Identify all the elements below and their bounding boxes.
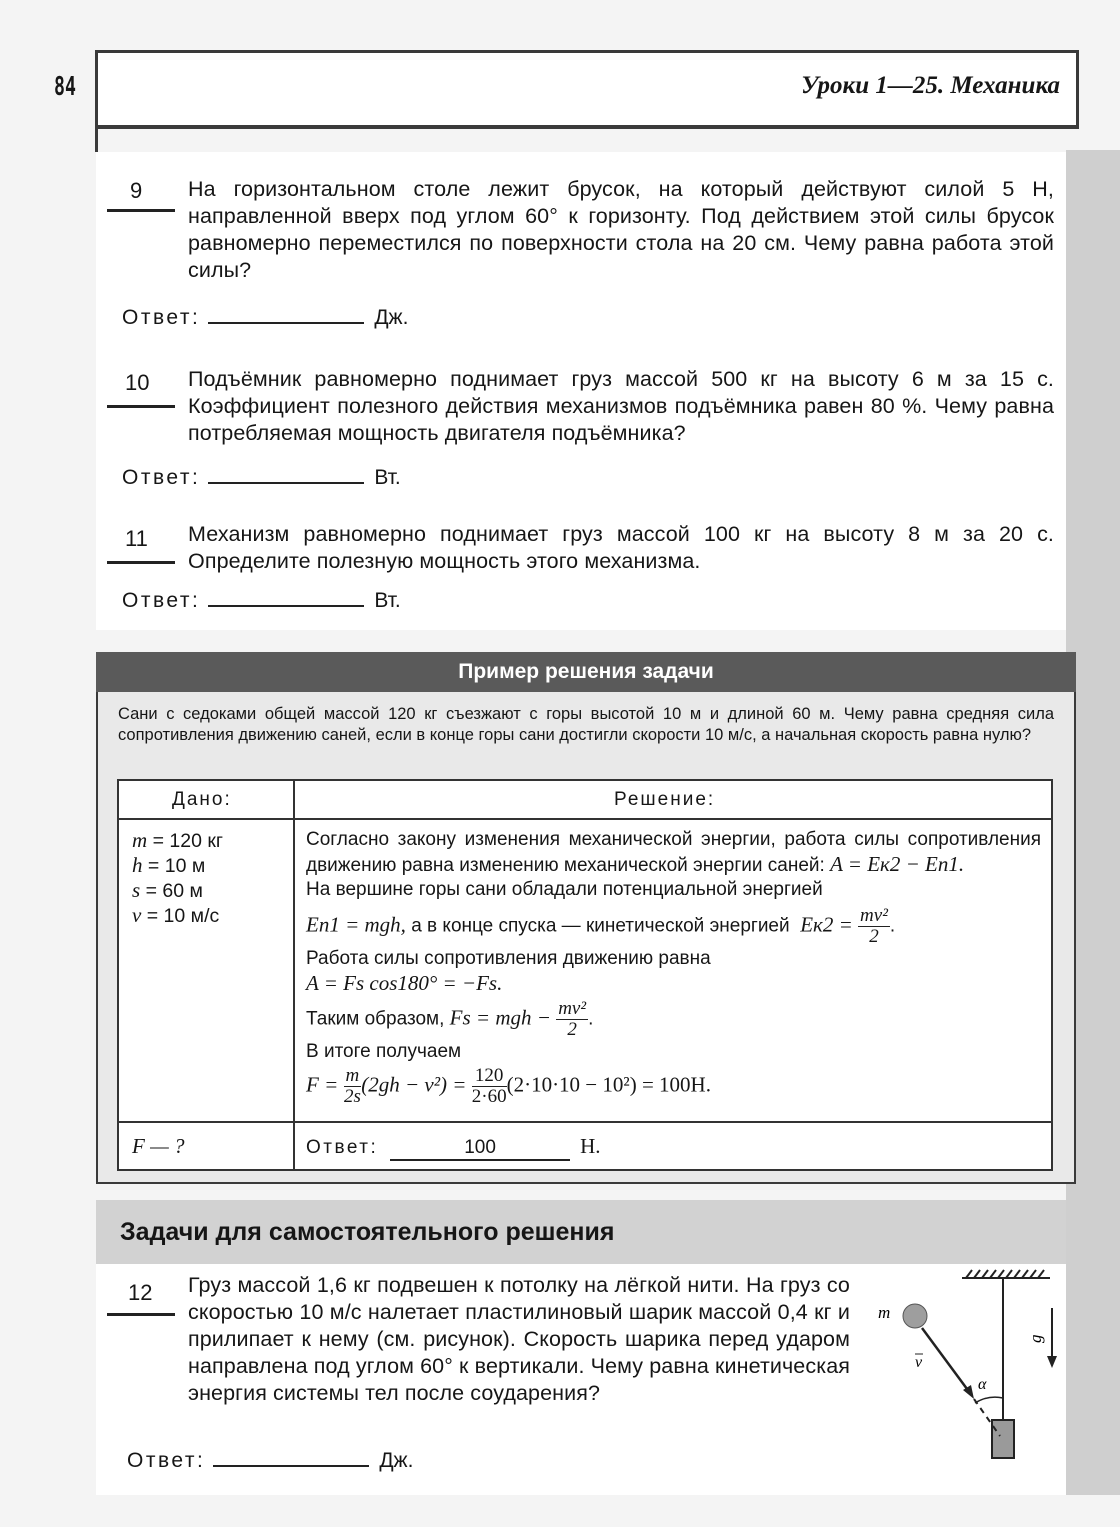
trajectory-dashes (974, 1399, 1000, 1436)
table-divider (117, 818, 1053, 820)
answer-unit: Вт. (374, 466, 401, 489)
problem-text: Груз массой 1,6 кг подвешен к потолку на лёгкой нити. На груз со скоростью 10 м/с налетает пластилиновый шарик массой 0,4 кг и прилипает к нему (см. рисунок). Скорость шарика перед ударом направлена под углом 60° к вертикали. Чему равна кинетическая энергия системы тел после соударения? (188, 1273, 850, 1405)
solution-paragraph: Таким образом, (306, 1008, 445, 1030)
table-divider (117, 1121, 1053, 1123)
problem-text: Механизм равномерно поднимает груз массой 100 кг на высоту 8 м за 20 с. Определите полезную мощность этого механизма. (188, 522, 1054, 573)
solution-paragraph: Работа силы сопротивления движению равна (306, 948, 711, 969)
arrow-head (1047, 1356, 1057, 1368)
fraction: $\frac{m}{2s}$ (343, 1065, 361, 1107)
given-item: v = 10 м/с (132, 903, 220, 927)
problem-number: 9 (130, 178, 143, 203)
table-divider (293, 779, 295, 1171)
example-title: Пример решения задачи (96, 652, 1076, 692)
answer-label: Ответ: (122, 466, 201, 489)
fraction: $\frac{120}{2\cdot 60}$ (471, 1065, 507, 1107)
solution-body: Согласно закону изменения механической энергии, работа силы сопротивления движению равна изменению механической энергии саней: A = Eк2 − Eп1. На вершине горы сани обладали потенциальной энергией Eп1 = mgh, а в конце спуска — кинетической энергией Eк2 = $\frac{\text{mv²}}{2}$ . Работа силы сопротивления движению равна A = Fs cos180° = −Fs. Таким образом, Fs = mgh − $\frac{\text{mv²}}{2}$ . В итоге получаем F = $\frac{m}{2s}$ (2gh − v²) = $\frac{120}{2\cdot 60}$ (2·10·10 − 10²) = 100Н. (306, 829, 1041, 1107)
solution-formula: A = Fs cos180° = −Fs. (306, 971, 503, 995)
fraction: $\frac{\text{mv²}}{2}$ (558, 998, 587, 1040)
problem-text: Подъёмник равномерно поднимает груз массой 500 кг на высоту 6 м за 15 с. Коэффициент полезного действия механизмов подъёмника равен 80 %. Чему равна потребляемая мощность двигателя подъёмника? (188, 367, 1054, 445)
answer-unit: Дж. (374, 306, 409, 329)
example-answer (306, 1134, 600, 1161)
solution-paragraph: Согласно закону изменения механической энергии, работа силы сопротивления движению равна изменению механической энергии саней: (306, 829, 1041, 876)
angle-arc (975, 1397, 1003, 1403)
problem-marker-line (107, 209, 175, 212)
solution-paragraph: На вершине горы сани обладали потенциальной энергией (306, 879, 823, 900)
chapter-title: Уроки 1—25. Механика (801, 72, 1060, 99)
label-g: g (1026, 1334, 1045, 1343)
answer-blank[interactable] (208, 304, 364, 324)
solution-formula: Eк2 = (800, 912, 853, 937)
answer-blank[interactable] (208, 587, 364, 607)
answer-unit: Н. (580, 1134, 601, 1158)
problem-number: 12 (128, 1280, 153, 1305)
solution-paragraph: В итоге получаем (306, 1041, 462, 1062)
header-divider (95, 122, 98, 152)
example-statement: Сани с седоками общей массой 120 кг съезжают с горы высотой 10 м и длиной 60 м. Чему равна средняя сила сопротивления движению саней, если в конце горы сани достигли скорости 10 м/с, а начальная скорость равна нулю? (118, 705, 1054, 744)
problem-text: На горизонтальном столе лежит брусок, на который действуют силой 5 Н, направленной вверх под углом 60° к горизонту. Под действием этой силы брусок равномерно переместился по поверхности стола на 20 см. Чему равна работа этой силы? (188, 177, 1054, 282)
plasticine-ball (903, 1304, 927, 1328)
problem-marker-line (107, 1313, 175, 1316)
problem-number: 11 (125, 526, 148, 551)
find-item: F — ? (132, 1134, 185, 1158)
solution-header: Решение: (614, 789, 716, 810)
problem-marker-line (107, 561, 175, 564)
answer-blank[interactable] (208, 464, 364, 484)
answer-unit: Вт. (374, 589, 401, 612)
given-list (132, 828, 223, 928)
given-item: h = 10 м (132, 853, 206, 877)
answer-line (122, 587, 401, 613)
answer-label: Ответ: (127, 1449, 206, 1472)
velocity-vector (922, 1328, 970, 1393)
answer-label: Ответ: (122, 306, 201, 329)
answer-line (122, 464, 401, 490)
label-m: m (878, 1303, 891, 1322)
ceiling (962, 1270, 1050, 1278)
given-header: Дано: (172, 789, 232, 810)
answer-line (127, 1447, 413, 1473)
problem-number: 10 (125, 370, 150, 395)
pendulum-figure (870, 1268, 1066, 1490)
answer-unit: Дж. (379, 1449, 414, 1472)
solution-formula: (2gh − v²) = (361, 1072, 467, 1097)
answer-blank[interactable] (213, 1447, 369, 1467)
solution-formula: Fs = mgh − (449, 1005, 551, 1030)
answer-line (122, 304, 408, 330)
answer-value: 100 (390, 1137, 570, 1161)
load-block (992, 1420, 1014, 1458)
fraction: $\frac{\text{mv²}}{2}$ (860, 905, 888, 947)
problem-marker-line (107, 405, 175, 408)
label-alpha: α (978, 1376, 987, 1393)
section-title: Задачи для самостоятельного решения (120, 1218, 615, 1246)
given-item: m = 120 кг (132, 828, 223, 852)
solution-formula: A = Eк2 − Eп1. (830, 852, 965, 876)
given-item: s = 60 м (132, 878, 203, 902)
solution-formula: Eп1 = mgh, (306, 912, 406, 937)
label-v: v (915, 1354, 923, 1371)
answer-label: Ответ: (306, 1137, 379, 1158)
solution-formula: (2·10·10 − 10²) = 100Н. (506, 1072, 711, 1097)
solution-paragraph: а в конце спуска — кинетической энергией (411, 915, 790, 937)
page-number: 84 (54, 72, 76, 102)
answer-label: Ответ: (122, 589, 201, 612)
